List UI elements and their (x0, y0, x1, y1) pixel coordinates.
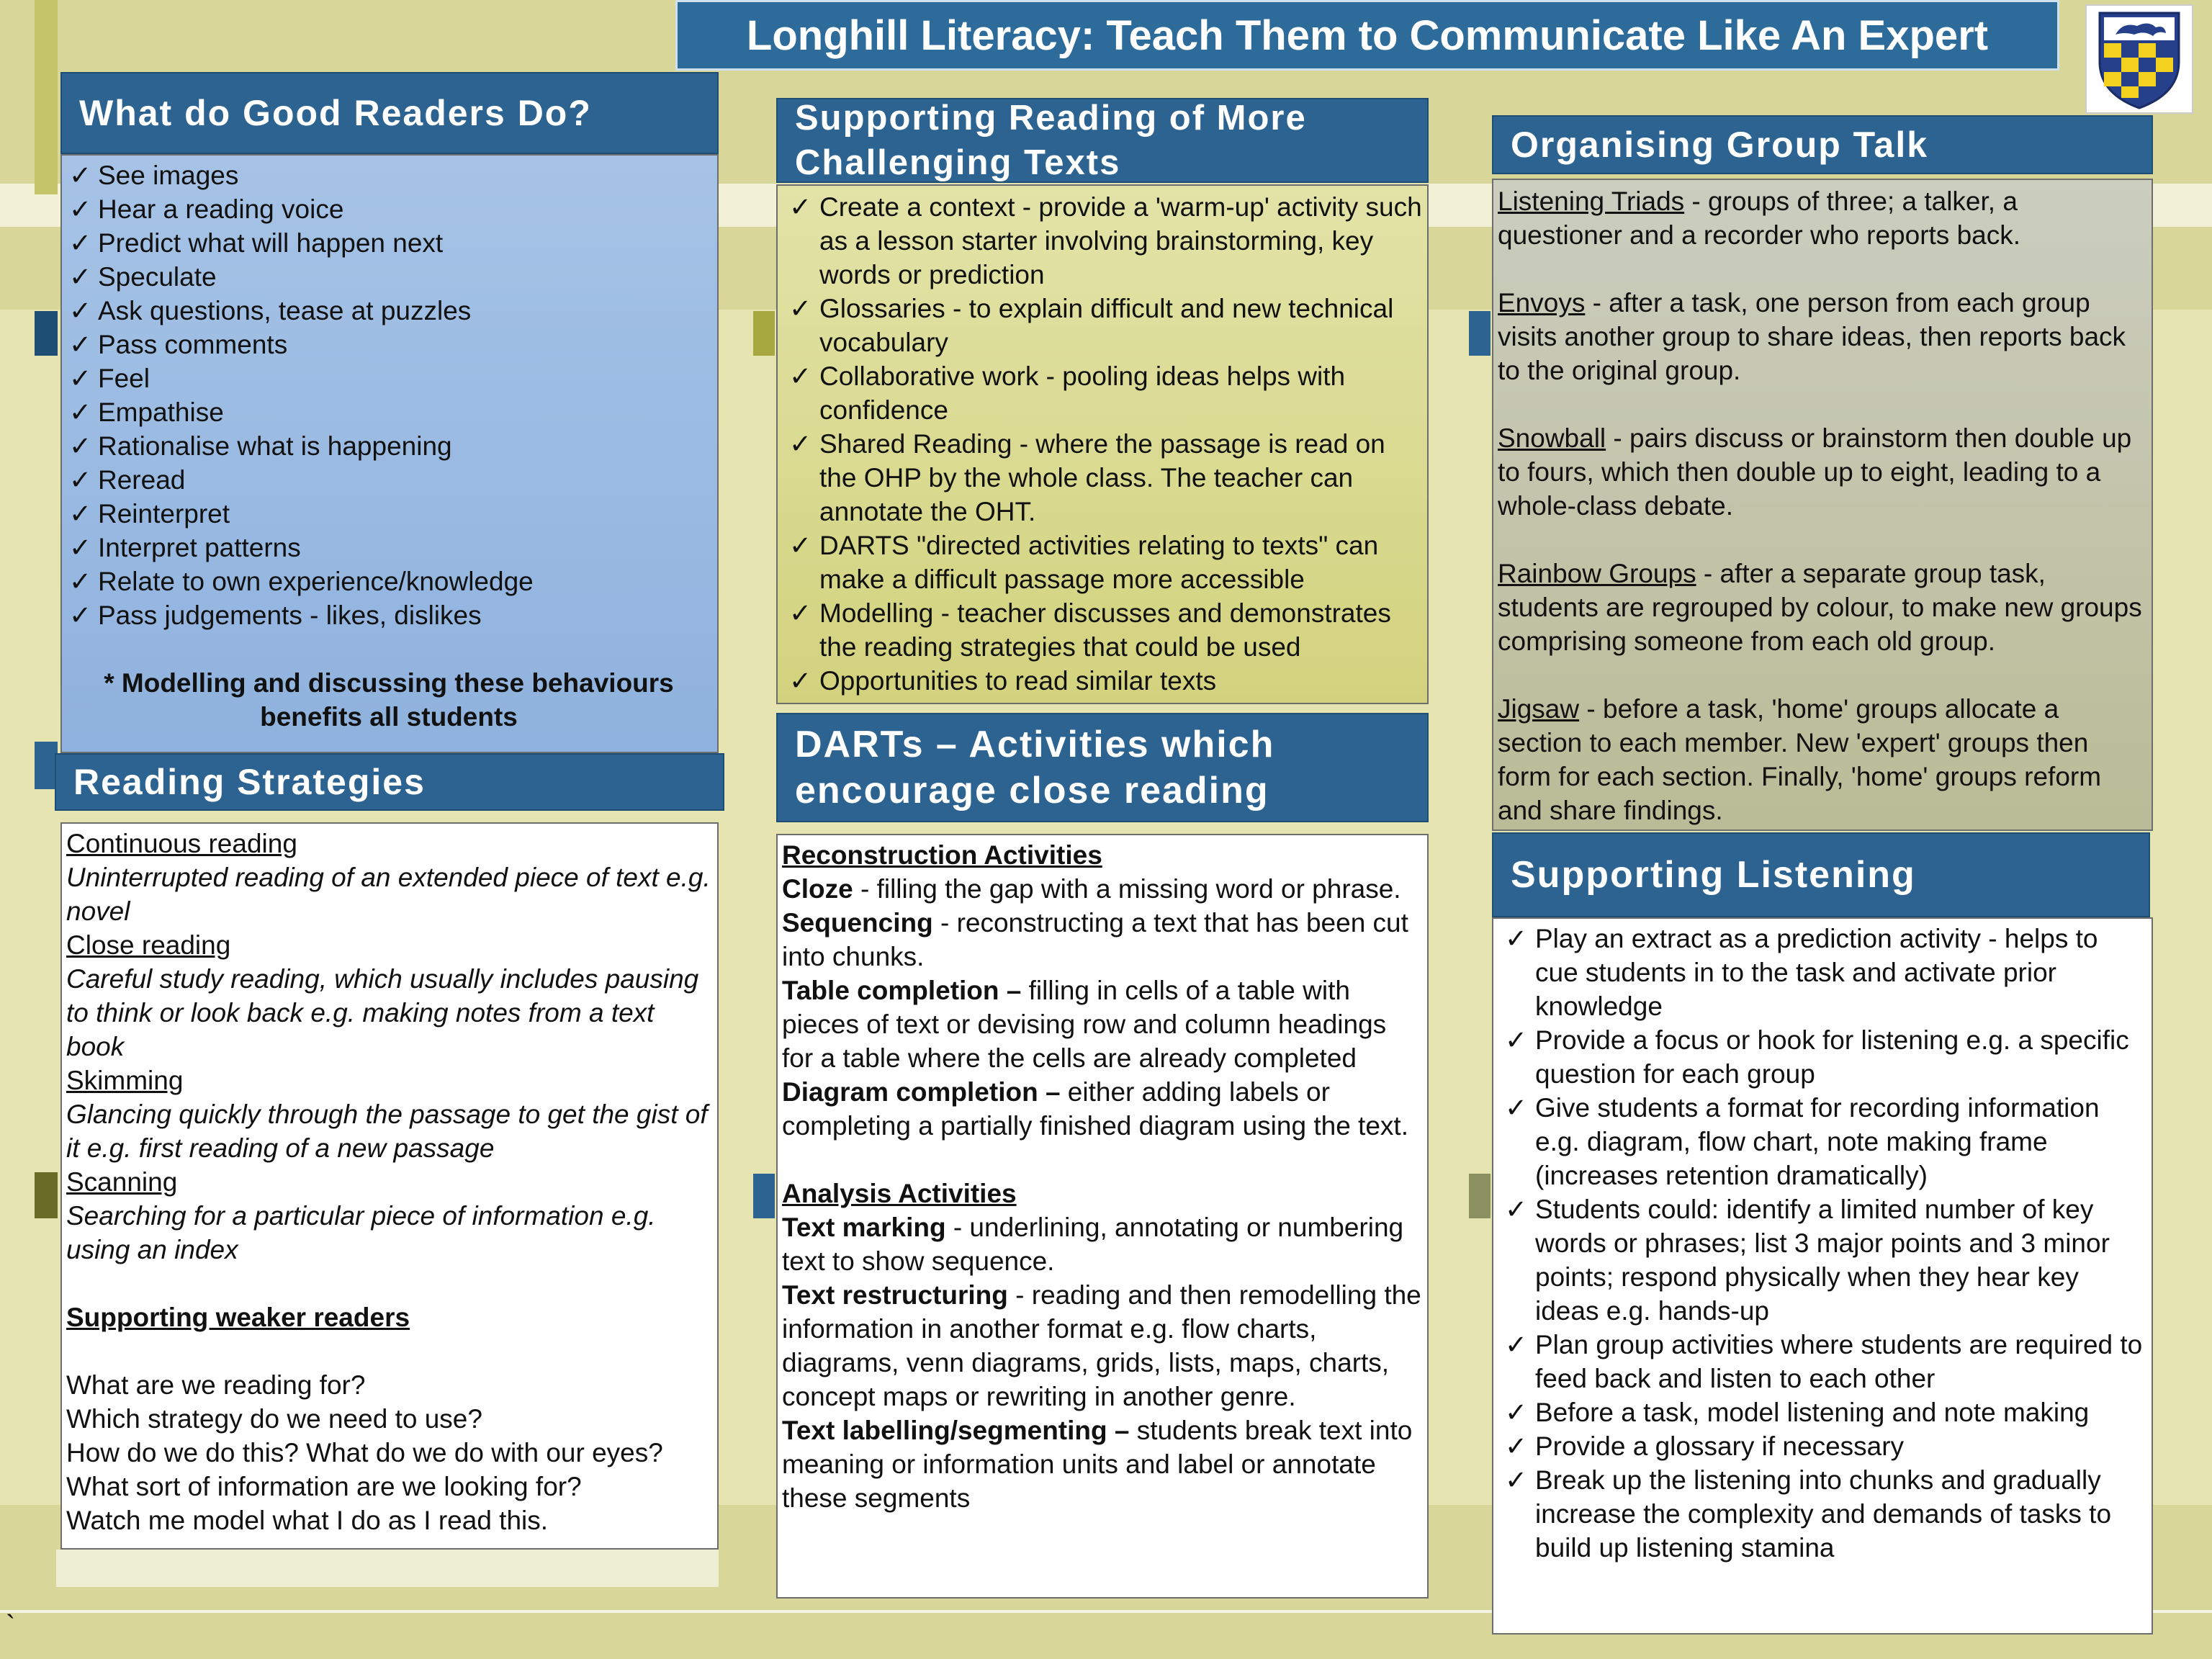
accent-marker (753, 311, 775, 356)
group-talk-text: - after a task, one person from each group visits another group to share ideas, then reports back to the original group. (1498, 288, 2126, 385)
strategy-description: Glancing quickly through the passage to get the gist of it e.g. first reading of a new passage (66, 1100, 708, 1163)
list-item: ✓ Before a task, model listening and note making (1496, 1395, 2146, 1429)
list-item: ✓ Create a context - provide a 'warm-up' activity such as a lesson starter involving brainstorming, key words or prediction (781, 190, 1423, 292)
weaker-readers-heading: Supporting weaker readers (66, 1303, 410, 1332)
strategy-name: Close reading (66, 930, 231, 960)
list-item: ✓ Feel (66, 361, 711, 395)
supporting-listening-header (1492, 832, 2150, 917)
list-item: ✓ Glossaries - to explain difficult and new technical vocabulary (781, 292, 1423, 359)
group-talk-name: Snowball (1498, 423, 1606, 453)
strategy-name: Scanning (66, 1167, 178, 1197)
good-readers-list (66, 158, 711, 632)
group-talk-item (1498, 421, 2147, 523)
page-title: Longhill Literacy: Teach Them to Communicate Like An Expert (746, 12, 1989, 59)
crest-icon (2087, 6, 2192, 112)
footer-mark: ` (6, 1610, 16, 1642)
list-item: ✓ Give students a format for recording information e.g. diagram, flow chart, note making frame (increases retention dramatically) (1496, 1091, 2146, 1192)
list-item: ✓ Hear a reading voice (66, 192, 711, 226)
analysis-list (782, 1210, 1423, 1515)
activity-item (782, 1278, 1423, 1413)
supporting-reading-header (776, 98, 1429, 183)
list-item: ✓ Reread (66, 463, 711, 497)
activity-text: filling in cells of a table with pieces of text or devising row and column headings for a table where the cells are already completed (782, 976, 1387, 1073)
activity-text: either adding labels or completing a partially finished diagram using the text. (782, 1077, 1408, 1141)
group-talk-list (1498, 184, 2147, 827)
group-talk-item (1498, 557, 2147, 658)
list-item: ✓ Modelling - teacher discusses and demonstrates the reading strategies that could be used (781, 596, 1423, 664)
reading-strategies-header (55, 753, 724, 811)
column-shadow (56, 1550, 719, 1587)
activity-item (782, 974, 1423, 1075)
list-item: ✓ Interpret patterns (66, 531, 711, 565)
strategy-description: Careful study reading, which usually includes pausing to think or look back e.g. making notes from a text book (66, 964, 699, 1061)
activity-text: - underlining, annotating or numbering text to show sequence. (782, 1213, 1404, 1276)
reading-strategies-heading: Reading Strategies (73, 762, 426, 802)
supporting-reading-heading: Supporting Reading of More Challenging Texts (795, 99, 1307, 182)
activity-item (782, 872, 1423, 906)
page-title-bar (675, 0, 2059, 71)
activity-item (782, 906, 1423, 974)
activity-term: Text marking (782, 1213, 946, 1242)
group-talk-text: - pairs discuss or brainstorm then double up to fours, which then double up to eight, leading to a whole-class debate. (1498, 423, 2132, 521)
group-talk-item (1498, 692, 2147, 827)
list-item: ✓ Pass judgements - likes, dislikes (66, 598, 711, 632)
group-talk-text: - groups of three; a talker, a questioner and a recorder who reports back. (1498, 186, 2021, 250)
school-crest-logo (2085, 4, 2193, 114)
accent-bar-left-top (35, 0, 58, 194)
activity-text: students break text into meaning or information units and label or annotate these segments (782, 1416, 1413, 1513)
list-item: ✓ Reinterpret (66, 497, 711, 531)
questions-list (66, 1368, 713, 1537)
group-talk-name: Jigsaw (1498, 694, 1580, 724)
strategy-name: Skimming (66, 1066, 184, 1095)
supporting-reading-list (781, 190, 1423, 698)
supporting-listening-heading: Supporting Listening (1511, 854, 1916, 896)
activity-text: - filling the gap with a missing word or phrase. (853, 874, 1401, 904)
list-item: ✓ Collaborative work - pooling ideas helps with confidence (781, 359, 1423, 427)
list-item: ✓ Speculate (66, 260, 711, 294)
supporting-listening-list (1496, 922, 2146, 1565)
list-item: ✓ Relate to own experience/knowledge (66, 565, 711, 598)
reading-strategies-panel (60, 822, 719, 1550)
strategy-name: Continuous reading (66, 829, 297, 858)
list-item: ✓ Ask questions, tease at puzzles (66, 294, 711, 328)
list-item: ✓ Students could: identify a limited number of key words or phrases; list 3 major points and 3 minor points; respond physically when they hear key ideas e.g. hands-up (1496, 1192, 2146, 1328)
list-item: ✓ Opportunities to read similar texts (781, 664, 1423, 698)
accent-marker (1469, 1174, 1491, 1218)
activity-term: Cloze (782, 874, 853, 904)
good-readers-note: * Modelling and discussing these behaviours benefits all students (104, 668, 674, 732)
list-item: ✓ Pass comments (66, 328, 711, 361)
good-readers-heading: What do Good Readers Do? (79, 93, 592, 133)
list-item: ✓ Provide a focus or hook for listening e.g. a specific question for each group (1496, 1023, 2146, 1091)
list-item: ✓ Play an extract as a prediction activity - helps to cue students in to the task and activate prior knowledge (1496, 922, 2146, 1023)
list-item: ✓ Provide a glossary if necessary (1496, 1429, 2146, 1463)
list-item: ✓ DARTS "directed activities relating to texts" can make a difficult passage more accessible (781, 529, 1423, 596)
activity-item (782, 1075, 1423, 1143)
group-talk-name: Rainbow Groups (1498, 559, 1696, 588)
supporting-reading-panel (776, 184, 1429, 704)
activity-term: Text restructuring (782, 1280, 1008, 1310)
group-talk-panel (1492, 179, 2153, 831)
good-readers-header (60, 72, 719, 154)
analysis-heading: Analysis Activities (782, 1179, 1017, 1208)
list-item: ✓ Break up the listening into chunks and gradually increase the complexity and demands of tasks to build up listening stamina (1496, 1463, 2146, 1565)
activity-text: - reconstructing a text that has been cut into chunks. (782, 908, 1408, 971)
darts-heading: DARTs – Activities which encourage close reading (795, 724, 1275, 811)
list-item: ✓ Plan group activities where students are required to feed back and listen to each other (1496, 1328, 2146, 1395)
group-talk-item (1498, 286, 2147, 387)
reconstruction-list (782, 872, 1423, 1143)
supporting-listening-panel (1492, 917, 2153, 1635)
strategy-description: Uninterrupted reading of an extended piece of text e.g. novel (66, 863, 711, 926)
strategy-description: Searching for a particular piece of information e.g. using an index (66, 1201, 656, 1264)
activity-item (782, 1413, 1423, 1515)
group-talk-name: Envoys (1498, 288, 1586, 318)
activity-text: - reading and then remodelling the information in another format e.g. flow charts, diagrams, venn diagrams, grids, lists, maps, charts, concept maps or rewriting in another genre. (782, 1280, 1421, 1411)
question-item: Which strategy do we need to use? (66, 1404, 482, 1434)
list-item: ✓ See images (66, 158, 711, 192)
darts-header (776, 713, 1429, 822)
accent-marker (1469, 311, 1491, 356)
group-talk-header (1492, 115, 2153, 174)
group-talk-heading: Organising Group Talk (1511, 125, 1929, 165)
activity-item (782, 1210, 1423, 1278)
list-item: ✓ Shared Reading - where the passage is read on the OHP by the whole class. The teacher can annotate the OHT. (781, 427, 1423, 529)
question-item: What are we reading for? (66, 1370, 366, 1400)
list-item: ✓ Rationalise what is happening (66, 429, 711, 463)
question-item: Watch me model what I do as I read this. (66, 1506, 549, 1535)
list-item: ✓ Empathise (66, 395, 711, 429)
accent-marker (35, 311, 58, 356)
activity-term: Text labelling/segmenting – (782, 1416, 1130, 1445)
activity-term: Diagram completion – (782, 1077, 1061, 1107)
group-talk-text: - before a task, 'home' groups allocate a section to each member. New 'expert' groups then form for each section. Finally, 'home' groups reform and share findings. (1498, 694, 2102, 825)
accent-marker (753, 1174, 775, 1218)
good-readers-panel (60, 154, 719, 753)
question-item: How do we do this? What do we do with our eyes? (66, 1438, 663, 1467)
activity-term: Table completion – (782, 976, 1022, 1005)
darts-panel (776, 834, 1429, 1599)
list-item: ✓ Predict what will happen next (66, 226, 711, 260)
reconstruction-heading: Reconstruction Activities (782, 840, 1102, 870)
question-item: What sort of information are we looking for? (66, 1472, 582, 1501)
group-talk-item (1498, 184, 2147, 252)
activity-term: Sequencing (782, 908, 933, 938)
group-talk-name: Listening Triads (1498, 186, 1685, 216)
accent-marker (35, 1172, 58, 1218)
group-talk-text: - after a separate group task, students are regrouped by colour, to make new groups comprising someone from each old group. (1498, 559, 2142, 656)
strategies-list (66, 827, 713, 1267)
